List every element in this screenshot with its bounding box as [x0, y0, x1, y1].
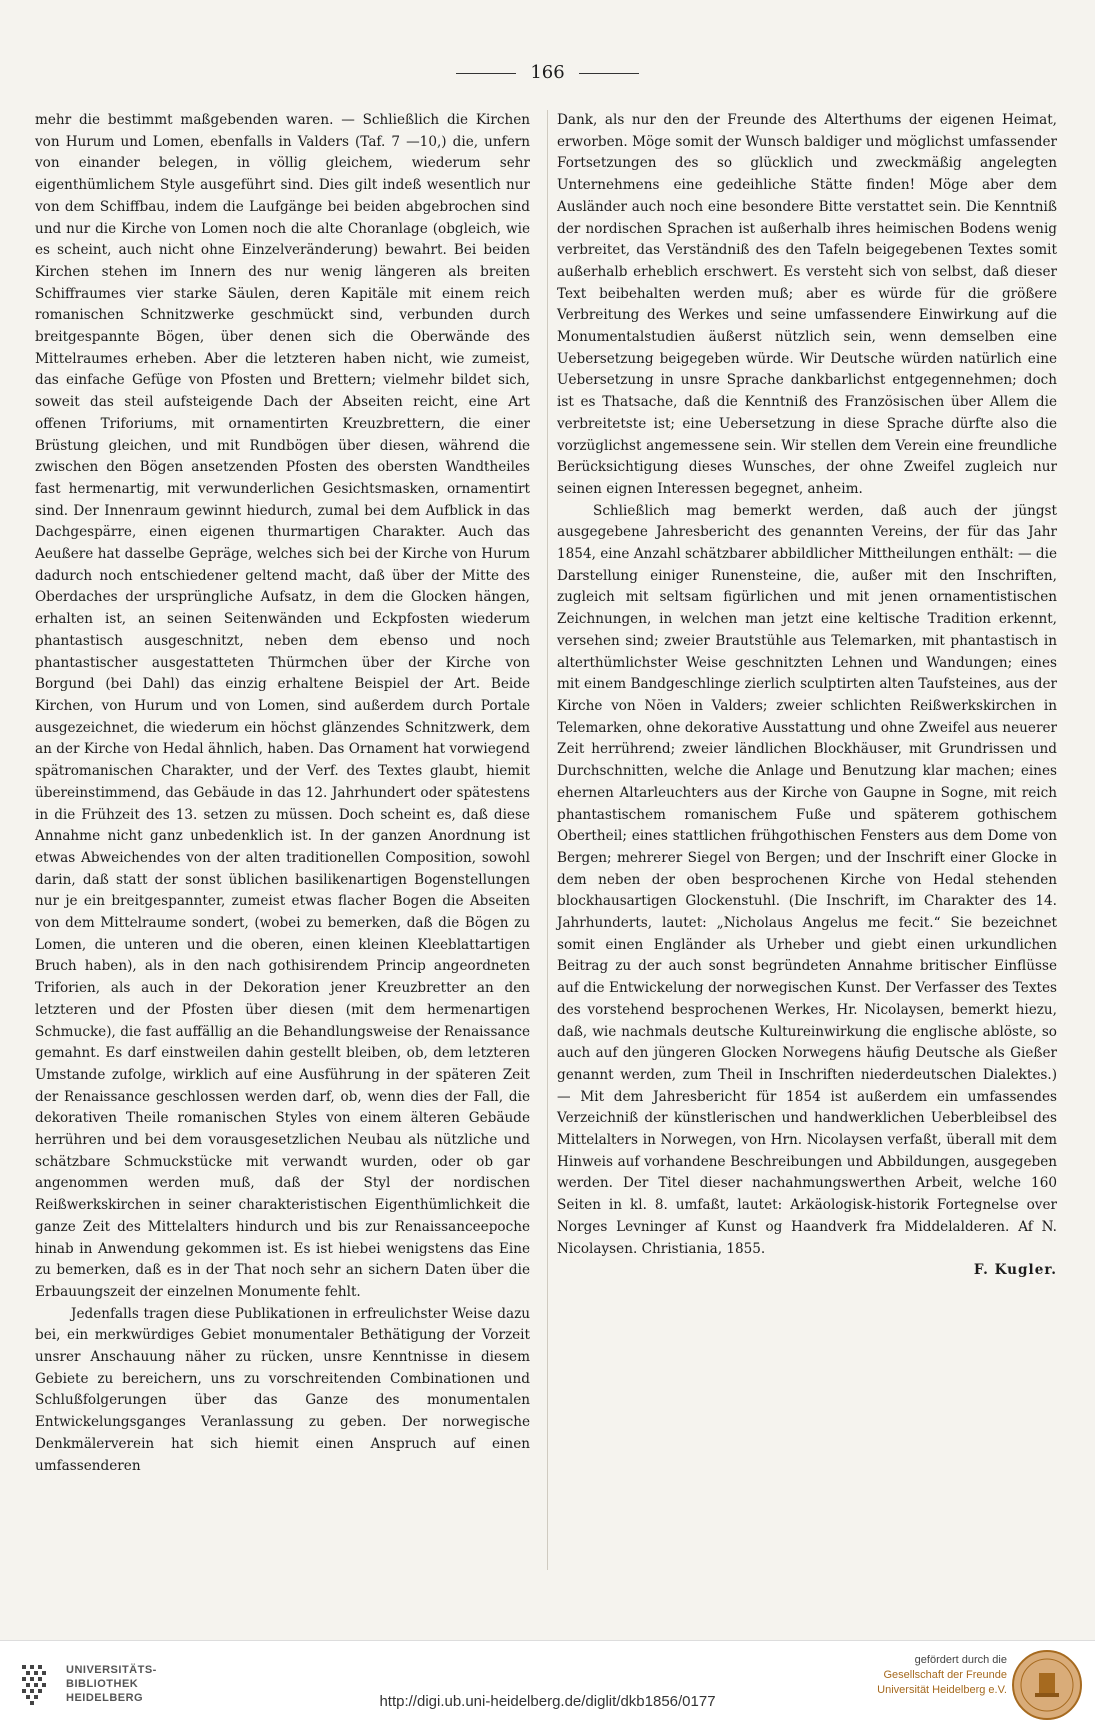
institution-line-2: BIBLIOTHEK	[66, 1678, 139, 1690]
sponsor-org-line-1: Gesellschaft der Freunde	[883, 1669, 1007, 1681]
left-paragraph-1: mehr die bestimmt maßgebenden waren. — Schließlich die Kirchen von Hurum und Lomen, ebenfalls in Valders (Taf. 7 —10,) die, unfern von einander belegen, in völlig gleichem, wiederum sehr eigenthümlichem Style ausgeführt sind. Dies gilt indeß wesentlich nur von dem Schiffbau, indem die Laufgänge bei beiden abgebrochen sind und nur die Kirche von Lomen noch die alte Choranlage (obgleich, wie es scheint, auch nicht ohne Einzelveränderung) bewahrt. Bei beiden Kirchen stehen im Innern des nur wenig längeren als breiten Schiffraumes vier starke Säulen, deren Kapitäle mit einem reich romanischen Schnitzwerke geschmückt sind, verbunden durch breitgespannte Bögen, über denen sich die Oberwände des Mittelraumes erheben. Aber die letzteren haben nicht, wie zumeist, das einfache Gefüge von Pfosten und Brettern; vielmehr bildet sich, soweit das steil aufsteigende Dach der Abseiten reicht, eine Art offenen Triforiums, mit ornamentirten Kreuzbrettern, die einer Brüstung gleichen, und mit Rundbögen über diesen, während die zwischen den Bögen ansetzenden Pfosten des obersten Wandtheiles fast hermenartig, mit verwunderlichen Gesichtsmasken, ornamentirt sind. Der Innenraum gewinnt hiedurch, zumal bei dem Aufblick in das Dachgespärre, einen eigenen thurmartigen Charakter. Auch das Aeußere hat dasselbe Gepräge, welches sich bei der Kirche von Hurum dadurch noch entschiedener geltend macht, daß über der Mitte des Oberdaches der ursprüngliche Aufsatz, in dem die Glocken hängen, erhalten ist, an seinen Seitenwänden und Eckpfosten wiederum phantastisch ausgeschnitzt, neben dem ebenso und noch phantastischer ausgestatteten Thürmchen über der Kirche von Borgund (bei Dahl) das einzig erhaltene Beispiel der Art. Beide Kirchen, von Hurum und von Lomen, sind außerdem durch Portale ausgezeichnet, die wiederum ein höchst glänzendes Schnitzwerk, dem an der Kirche von Hedal ähnlich, haben. Das Ornament hat vorwiegend spätromanischen Charakter, und der Verf. des Textes glaubt, hiemit übereinstimmend, das Gebäude in das 12. Jahrhundert oder spätestens in die Frühzeit des 13. setzen zu müssen. Doch scheint es, daß diese Annahme nicht ganz unbedenklich ist. In der ganzen Anordnung ist etwas Abweichendes von der alten traditionellen Composition, sowohl darin, daß statt der sonst üblichen basilikenartigen Bogenstellungen nur je ein breitgespannter, zumeist etwas flacher Bogen die Abseiten von dem Mittelraume sondert, (wobei zu bemerken, daß die Bögen zu Lomen, die unteren und die oberen, einen kleinen Kleeblattartigen Bruch haben), als in den nach gothisirendem Princip angeordneten Triforien, als auch in der Dekoration jener Kreuzbretter an den letzteren und der Pfosten über diesen (mit dem hermenartigen Schmucke), die fast auffällig an die Behandlungsweise der Renaissance gemahnt. Es darf einstweilen dahin gestellt bleiben, ob, dem letzteren Umstande zufolge, wirklich auf eine Ausführung in der späteren Zeit der Renaissance geschlossen werden darf, ob, wenn dies der Fall, die dekorativen Theile romanischen Styles von einem älteren Gebäude herrühren und bei dem vorausgesetzlichen Neubau als nützliche und schätzbare Schmuckstücke mit verwandt wurden, oder ob gar angenommen werden muß, daß der Styl der nordischen Reißwerkskirchen in seiner charakteristischen Eigenthümlichkeit die ganze Zeit des Mittelalters hindurch und bis zur Renaissanceepoche hinab in Anwendung gekommen ist. Es ist hiebei wenigstens das Eine zu bemerken, daß es in der That noch sehr an sichern Daten über die Erbauungszeit der einzelnen Monumente fehlt.	[35, 112, 530, 1300]
page-header	[0, 62, 1095, 83]
header-rule-left	[456, 73, 516, 74]
left-column	[35, 110, 530, 1477]
institution-line-3: HEIDELBERG	[66, 1692, 144, 1704]
header-rule-right	[579, 73, 639, 74]
sponsor-block	[877, 1653, 1007, 1698]
author-signature: F. Kugler.	[973, 1262, 1057, 1279]
page-number: 166	[530, 62, 565, 83]
column-divider	[547, 110, 548, 1570]
institution-line-1: UNIVERSITÄTS-	[66, 1664, 157, 1676]
right-paragraph-1: Dank, als nur den der Freunde des Alterthums der eigenen Heimat, erworben. Möge somit der Wunsch baldiger und möglichst umfassender Fortsetzungen des so glücklich und zweckmäßig angelegten Unternehmens eine gedeihliche Stätte finden! Möge aber dem Ausländer auch noch eine besondere Bitte verstattet sein. Die Kenntniß der nordischen Sprachen ist außerhalb ihres heimischen Bodens wenig verbreitet, das Verständniß des den Tafeln beigegebenen Textes somit außerhalb erheblich erschwert. Es versteht sich von selbst, daß dieser Text beibehalten werden muß; aber es würde für die größere Verbreitung des Werkes und seine umfassendere Einwirkung auf die Monumentalstudien äußerst nützlich sein, wenn demselben eine Uebersetzung beigegeben würde. Wir Deutsche würden natürlich eine Uebersetzung in unsre Sprache dankbarlichst entgegennehmen; doch ist es Thatsache, daß die Kenntniß des Französischen über Allem die verbreitetste ist; eine Uebersetzung in diese Sprache dürfte also die vorzüglichst angemessene sein. Wir stellen dem Verein eine freundliche Berücksichtigung dieses Wunsches, der ohne Zweifel zugleich nur seinen eignen Interessen begegnet, anheim.	[557, 112, 1057, 497]
digital-object-url[interactable]: http://digi.ub.uni-heidelberg.de/diglit/dkb1856/0177	[379, 1693, 716, 1710]
left-paragraph-2: Jedenfalls tragen diese Publikationen in erfreulichster Weise dazu bei, ein merkwürdiges Gebiet monumentaler Bethätigung der Vorzeit unsrer Anschauung näher zu rücken, unsre Kenntnisse in diesem Gebiete zu bereichern, uns zu vorschreitenden Combinationen und Schlußfolgerungen über das Ganze des monumentalen Entwickelungsganges Veranlassung zu geben. Der norwegische Denkmälerverein hat sich hiemit einen Anspruch auf einen umfassenderen	[35, 1305, 530, 1474]
right-column	[557, 110, 1057, 1282]
right-paragraph-2: Schließlich mag bemerkt werden, daß auch der jüngst ausgegebene Jahresbericht des genannten Vereins, der für das Jahr 1854, eine Anzahl schätzbarer abbildlicher Mittheilungen enthält: — die Darstellung einiger Runensteine, die, außer mit den Inschriften, zugleich mit seltsam figürlichen und mit jenen ornamentistischen Zeichnungen, in welchen man jetzt eine keltische Tradition erkennt, versehen sind; zweier Brautstühle aus Telemarken, mit phantastisch in alterthümlichster Weise geschnitzten Lehnen und Wandungen; eines mit einem Bandgeschlinge zierlich sculptirten alten Taufsteines, aus der Kirche von Nöen in Valders; zweier schlichten Reißwerkskirchen in Telemarken, ohne dekorative Ausstattung und ohne Zweifel aus neuerer Zeit herrührend; zweier ländlichen Blockhäuser, mit Grundrissen und Durchschnitten, welche die Anlage und Benutzung klar machen; eines ehernen Altarleuchters aus der Kirche von Gaupne in Sogne, mit reich phantastischem romanischem Fuße und späterem gothischem Obertheil; eines stattlichen frühgothischen Fensters aus dem Dome von Bergen; mehrerer Siegel von Bergen; und der Inschrift einer Glocke in dem neben der oben besprochenen Kirche von Hedal stehenden blockhausartigen Glockenstuhl. (Die Inschrift, im Charakter des 14. Jahrhunderts, lautet: „Nicholaus Angelus me fecit.“ Sie bezeichnet somit einen Engländer als Urheber und giebt einen urkundlichen Beitrag zu der auch sonst begründeten Annahme britischer Einflüsse auf die Entwickelung der norwegischen Kunst. Der Verfasser des Textes des vorstehend besprochenen Werkes, Hr. Nicolaysen, bemerkt hiezu, daß, wie nachmals deutsche Kultureinwirkung die englische ablöste, so auch auf den jüngeren Glocken Norwegens häufig Deutsche als Gießer genannt werden, zum Theil in Inschriften niederdeutschen Dialektes.) — Mit dem Jahresbericht für 1854 ist außerdem ein umfassendes Verzeichniß der künstlerischen und handwerklichen Ueberbleibsel des Mittelalters in Norwegen, von Hrn. Nicolaysen verfaßt, überall mit dem Hinweis auf vorhandene Beschreibungen und Abbildungen, ausgegeben werden. Der Titel dieser nachahmungswerthen Arbeit, welche 160 Seiten in kl. 8. umfaßt, lautet: Arkäologisk-historik Fortegnelse over Norges Levninger af Kunst og Haandverk fra Middelalderen. Af N. Nicolaysen. Christiania, 1855.	[557, 502, 1057, 1257]
digitization-footer	[0, 1640, 1095, 1731]
university-seal-icon	[1011, 1649, 1083, 1721]
sponsor-label: gefördert durch die	[914, 1654, 1007, 1666]
sponsor-org-line-2: Universität Heidelberg e.V.	[877, 1684, 1007, 1696]
